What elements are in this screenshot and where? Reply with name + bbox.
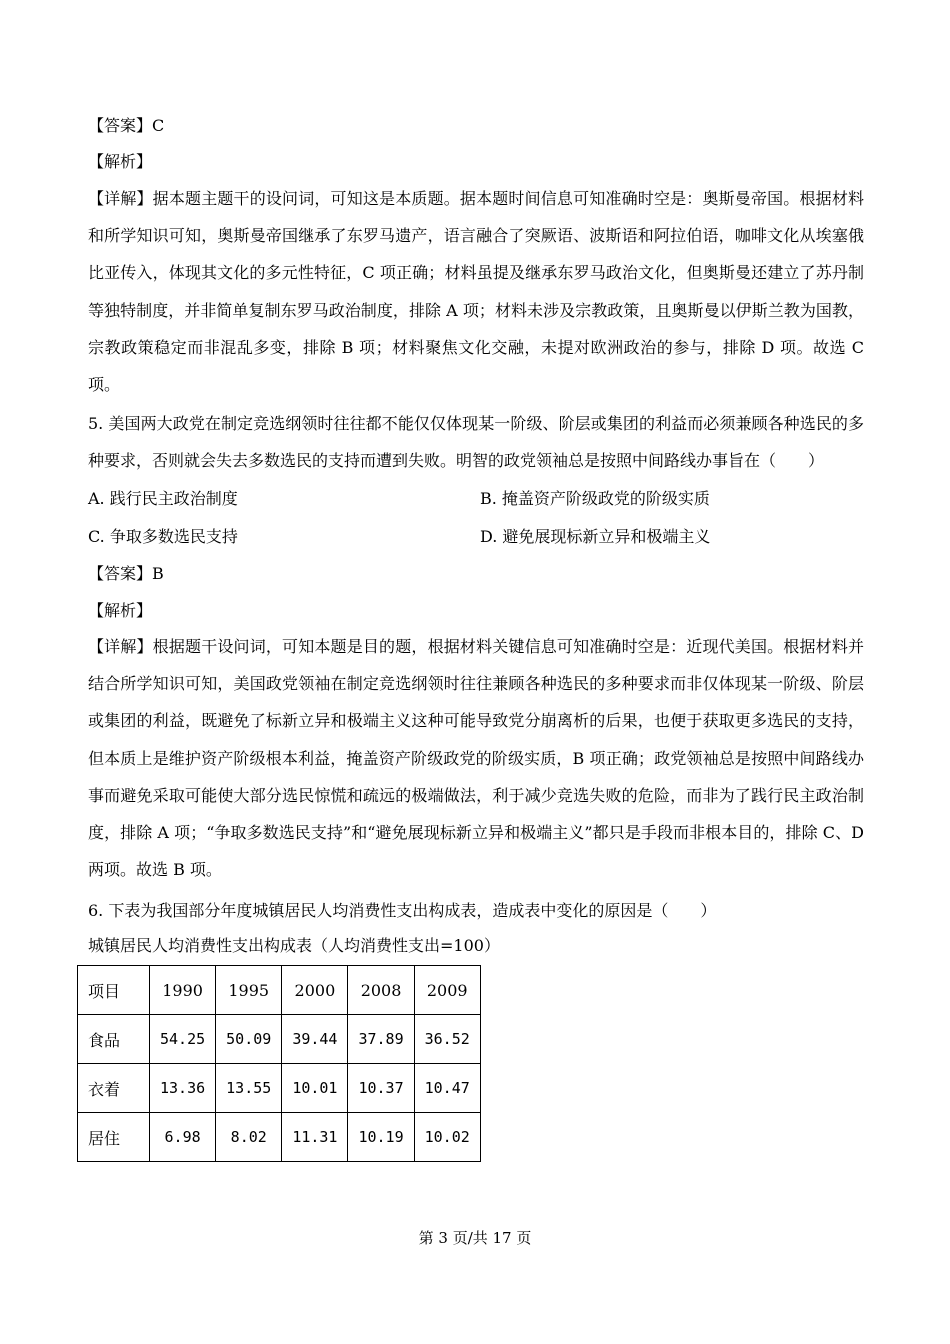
q4-detail: 【详解】据本题主题干的设问词，可知这是本质题。据本题时间信息可知准确时空是：奥斯曼帝国。根据材料和所学知识可知，奥斯曼帝国继承了东罗马遗产，语言融合了突厥语、波斯语和阿拉伯语，咖啡文化从埃塞俄比亚传入，体现其文化的多元性特征，C 项正确；材料虽提及继承东罗马政治文化，但奥斯曼还建立了苏丹制等独特制度，并非简单复制东罗马政治制度，排除 A 项；材料未涉及宗教政策，且奥斯曼以伊斯兰教为国教，宗教政策稳定而非混乱多变，排除 B 项；材料聚焦文化交融，未提对欧洲政治的参与，排除 D 项。故选 C 项。 xyxy=(88,189,864,395)
q6-stem: 6. 下表为我国部分年度城镇居民人均消费性支出构成表，造成表中变化的原因是（ ） xyxy=(88,901,717,920)
table-cell: 6.98 xyxy=(150,1113,216,1162)
table-cell: 11.31 xyxy=(282,1113,348,1162)
table-header-row xyxy=(78,966,481,1015)
table-cell: 54.25 xyxy=(150,1015,216,1064)
table-caption: 城镇居民人均消费性支出构成表（人均消费性支出=100） xyxy=(88,936,500,955)
table-header-cell: 2009 xyxy=(414,966,480,1015)
table-row xyxy=(78,1064,481,1113)
table-cell: 39.44 xyxy=(282,1015,348,1064)
q5-option-b: B. 掩盖资产阶级政党的阶级实质 xyxy=(480,489,710,508)
table-cell: 10.19 xyxy=(348,1113,414,1162)
table-cell: 8.02 xyxy=(216,1113,282,1162)
table-cell: 36.52 xyxy=(414,1015,480,1064)
page-number: 第 3 页/共 17 页 xyxy=(418,1229,532,1247)
table-header-cell: 项目 xyxy=(78,966,150,1015)
q5-option-a: A. 践行民主政治制度 xyxy=(88,489,238,508)
table-row xyxy=(78,1015,481,1064)
table-header-cell: 1995 xyxy=(216,966,282,1015)
consumption-table xyxy=(77,965,481,1162)
q5-option-d: D. 避免展现标新立异和极端主义 xyxy=(480,527,711,546)
table-cell: 13.36 xyxy=(150,1064,216,1113)
table-cell: 食品 xyxy=(78,1015,150,1064)
q5-answer: 【答案】B xyxy=(88,564,164,583)
table-cell: 居住 xyxy=(78,1113,150,1162)
table-row xyxy=(78,1113,481,1162)
table-header-cell: 1990 xyxy=(150,966,216,1015)
q4-answer: 【答案】C xyxy=(88,116,165,135)
table-cell: 10.02 xyxy=(414,1113,480,1162)
table-cell: 50.09 xyxy=(216,1015,282,1064)
table-cell: 37.89 xyxy=(348,1015,414,1064)
q5-option-c: C. 争取多数选民支持 xyxy=(88,527,238,546)
table-cell: 10.37 xyxy=(348,1064,414,1113)
table-cell: 13.55 xyxy=(216,1064,282,1113)
table-header-cell: 2008 xyxy=(348,966,414,1015)
table-header-cell: 2000 xyxy=(282,966,348,1015)
table-cell: 10.47 xyxy=(414,1064,480,1113)
q5-detail: 【详解】根据题干设问词，可知本题是目的题，根据材料关键信息可知准确时空是：近现代美国。根据材料并结合所学知识可知，美国政党领袖在制定竞选纲领时往往兼顾各种选民的多种要求而非仅体现某一阶级、阶层或集团的利益，既避免了标新立异和极端主义这种可能导致党分崩离析的后果，也便于获取更多选民的支持，但本质上是维护资产阶级根本利益，掩盖资产阶级政党的阶级实质，B 项正确；政党领袖总是按照中间路线办事而避免采取可能使大部分选民惊慌和疏远的极端做法，利于减少竞选失败的危险，而非为了践行民主政治制度，排除 A 项；“争取多数选民支持”和“避免展现标新立异和极端主义”都只是手段而非根本目的，排除 C、D 两项。故选 B 项。 xyxy=(88,637,864,880)
q4-analysis-label: 【解析】 xyxy=(88,152,153,171)
q5-stem: 5. 美国两大政党在制定竞选纲领时往往都不能仅仅体现某一阶级、阶层或集团的利益而必须兼顾各种选民的多种要求，否则就会失去多数选民的支持而遭到失败。明智的政党领袖总是按照中间路线办事旨在（ ） xyxy=(88,414,864,471)
table-cell: 衣着 xyxy=(78,1064,150,1113)
q5-analysis-label: 【解析】 xyxy=(88,601,153,620)
table-cell: 10.01 xyxy=(282,1064,348,1113)
